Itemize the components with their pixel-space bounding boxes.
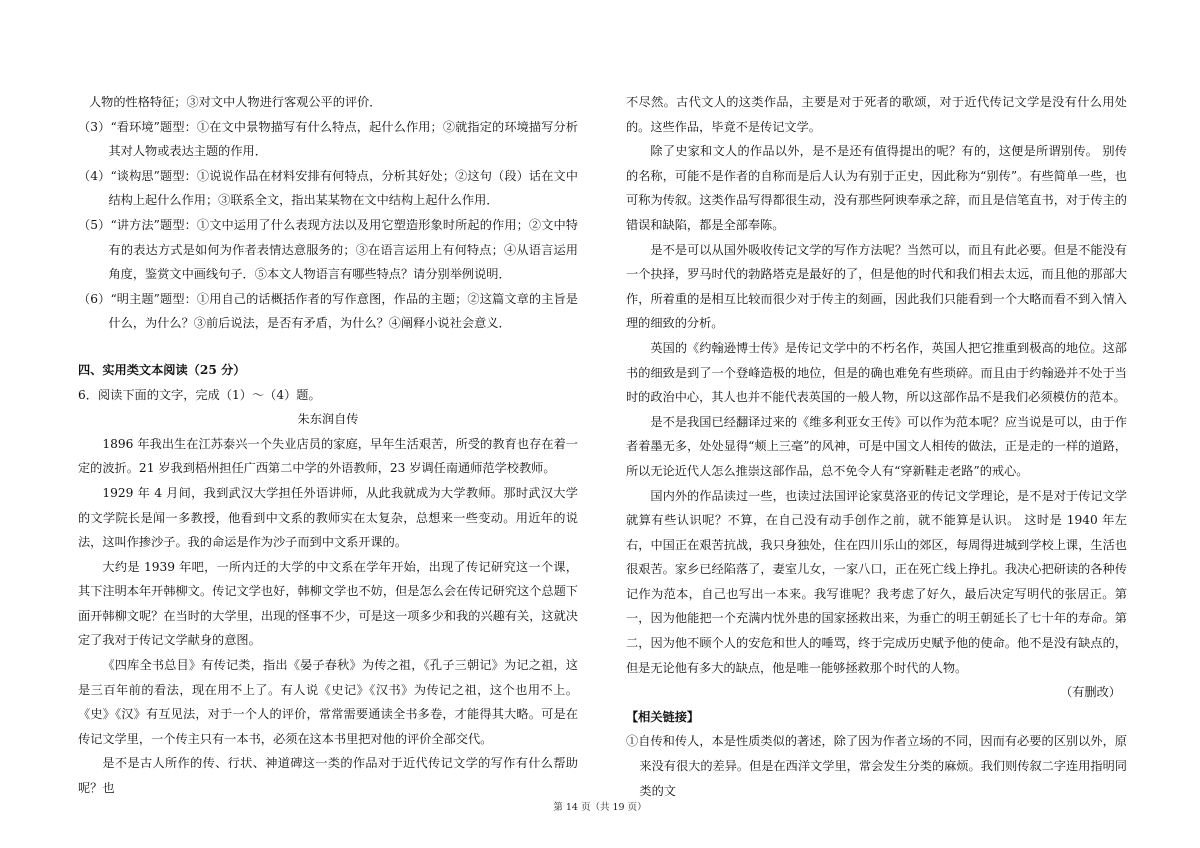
left-column — [78, 90, 578, 801]
article-paragraph: 是不是我国已经翻译过来的《维多利亚女王传》可以作为范本呢？应当说是可以，由于作者着墨无多，处处显得“颊上三毫”的风神，可是中国文人相传的做法，正是走的一样的道路，所以无论近代人怎么推崇这部作品，总不免令人有“穿新鞋走老路”的戒心。 — [626, 414, 1127, 478]
section-heading: 四、实用类文本阅读（25 分） — [78, 362, 246, 377]
question-type-4: （4）“谈构思”题型：①说说作品在材料安排有何特点，分析其好处；②这句（段）话在文中结构上起什么作用；③联系全文，指出某某物在文中结构上起什么作用． — [78, 168, 578, 208]
article-paragraph: 国内外的作品读过一些，也读过法国评论家莫洛亚的传记文学理论，是不是对于传记文学就算有些认识呢？不算，在自己没有动手创作之前，就不能算是认识。 这时是 1940 年左右，中国正在艰苦抗战，我只身独处，住在四川乐山的郊区，每周得进城到学校上课，生活也很艰苦。家乡已经陷落了，妻室儿女，一家八口，正在死亡线上挣扎。我决心把研读的各种传记作为范本，自己也写出一本来。我写谁呢？我考虑了好久，最后决定写明代的张居正。第一，因为他能把一个充满内忧外患的国家拯救出来，为垂亡的明王朝延长了七十年的寿命。第二，因为他不顾个人的安危和世人的唾骂，终于完成历史赋予他的使命。他不是没有缺点的，但是无论他有多大的缺点，他是唯一能够拯救那个时代的人物。 — [626, 488, 1127, 675]
page-footer: 第 14 页（共 19 页） — [553, 802, 647, 813]
related-link-item: ①自传和传人，本是性质类似的著述，除了因为作者立场的不同，因而有必要的区别以外，原来没有很大的差异。但是在西洋文学里，常会发生分类的麻烦。我们则传叙二字连用指明同类的文 — [626, 734, 1127, 798]
question-type-6: （6）“明主题”题型：①用自己的话概括作者的写作意图，作品的主题；②这篇文章的主旨是什么，为什么？③前后说法，是否有矛盾，为什么？④阐释小说社会意义． — [78, 291, 578, 331]
question-prompt: 6．阅读下面的文字，完成（1）～（4）题。 — [78, 387, 321, 402]
article-paragraph: 除了史家和文人的作品以外，是不是还有值得提出的呢？有的，这便是所谓别传。 别传的名称，可能不是作者的自称而是后人认为有别于正史，因此称为“别传”。有些简单一些，也可称为传叙。这类作品写得都很生动，没有那些阿谀奉承之辞，而且是信笔直书，对于传主的错误和缺陷，都是全部奉陈。 — [626, 144, 1127, 232]
right-column — [626, 90, 1127, 803]
article-title: 朱东润自传 — [297, 412, 359, 427]
article-paragraph: 英国的《约翰逊博士传》是传记文学中的不朽名作，英国人把它推重到极高的地位。这部书的细致是到了一个登峰造极的地位，但是的确也难免有些琐碎。而且由于约翰逊并不处于当时的政治中心，其人也并不能代表英国的一般人物，所以这部作品不是我们必须模仿的范本。 — [626, 340, 1127, 405]
related-links-header: 【相关链接】 — [626, 709, 700, 724]
question-type-5: （5）“讲方法”题型：①文中运用了什么表现方法以及用它塑造形象时所起的作用；②文中特有的表达方式是如何为作者表情达意服务的；③在语言运用上有何特点；④从语言运用角度，鉴赏文中画线句子．⑤本文人物语言有哪些特点？请分别举例说明． — [78, 217, 578, 282]
article-paragraph: 《四库全书总目》有传记类，指出《晏子春秋》为传之祖，《孔子三朝记》为记之祖，这是三百年前的看法，现在用不上了。有人说《史记》《汉书》为传记之祖，这个也用不上。《史》《汉》有互见法，对于一个人的评价，常常需要通读全书多卷，才能得其大略。可是在传记文学里，一个传主只有一本书，必须在这本书里把对他的评价全部交代。 — [78, 658, 578, 746]
q2-continuation: 人物的性格特征；③对文中人物进行客观公平的评价． — [88, 95, 382, 109]
article-paragraph: 是不是古人所作的传、行状、神道碑这一类的作品对于近代传记文学的写作有什么帮助呢？也 — [78, 756, 578, 796]
abridged-note: （有删改） — [1060, 685, 1121, 700]
article-paragraph: 1929 年 4 月间，我到武汉大学担任外语讲师，从此我就成为大学教师。那时武汉大学的文学院长是闻一多教授，他看到中文系的教师实在太复杂，总想来一些变动。用近年的说法，这叫作掺沙子。我的命运是作为沙子而到中文系开课的。 — [78, 485, 578, 550]
article-paragraph-continuation: 不尽然。古代文人的这类作品，主要是对于死者的歌颂，对于近代传记文学是没有什么用处的。这些作品，毕竟不是传记文学。 — [626, 95, 1127, 134]
question-type-3: （3）“看环境”题型：①在文中景物描写有什么特点，起什么作用；②就指定的环境描写分析其对人物或表达主题的作用． — [78, 119, 578, 159]
article-paragraph: 1896 年我出生在江苏泰兴一个失业店员的家庭，早年生活艰苦，所受的教育也存在着一定的波折。21 岁我到梧州担任广西第二中学的外语教师，23 岁调任南通师范学校教师。 — [78, 436, 578, 476]
article-paragraph: 大约是 1939 年吧，一所内迁的大学的中文系在学年开始，出现了传记研究这一个课，其下注明本年开韩柳文。传记文学也好，韩柳文学也不妨，但是怎么会在传记研究这个总题下面开韩柳文呢？在当时的大学里，出现的怪事不少，可是这一项多少和我的兴趣有关，这就决定了我对于传记文学献身的意图。 — [78, 559, 578, 648]
article-paragraph: 是不是可以从国外吸收传记文学的写作方法呢？当然可以，而且有此必要。但是不能没有一个抉择，罗马时代的勃路塔克是最好的了，但是他的时代和我们相去太远，而且他的那部大作，所着重的是相互比较而很少对于传主的刻画，因此我们只能看到一个大略而看不到入情入理的细致的分析。 — [626, 242, 1127, 331]
